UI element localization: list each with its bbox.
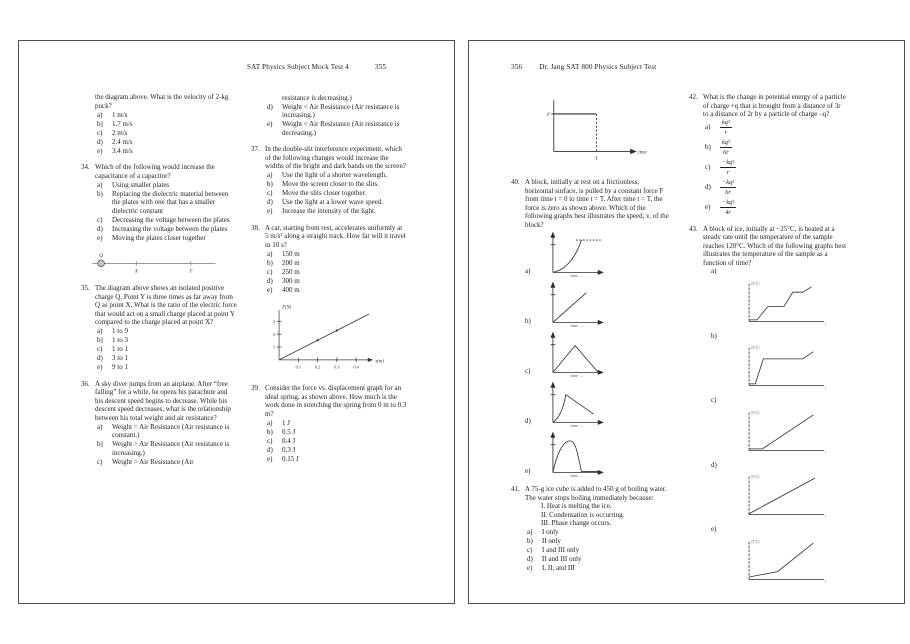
question [81, 284, 237, 327]
fraction-denominator: r [726, 168, 730, 176]
fraction-numerator: −kq² [722, 179, 735, 187]
answer-choice [97, 120, 237, 129]
page-356 [468, 40, 905, 604]
heating-curve-graph-c [731, 406, 835, 456]
choice-text: 250 m [282, 267, 300, 276]
graph-answer-choice [711, 332, 847, 392]
question-number: 43. [689, 224, 698, 233]
graph-answer-choice [711, 461, 847, 521]
answer-choice [267, 286, 407, 295]
choice-key: b) [267, 427, 273, 436]
question [689, 225, 847, 268]
graph-answer-choice [711, 396, 847, 456]
right-column [689, 93, 847, 593]
choice-text: Increase the intensity of the light. [282, 207, 376, 215]
choice-key: c) [97, 345, 103, 353]
choice-key: d) [711, 460, 717, 469]
speed-time-graph-a [540, 229, 612, 277]
question-block [81, 93, 237, 155]
answer-choice [97, 354, 237, 363]
svg-text:T(°C): T(°C) [750, 410, 760, 415]
svg-text:time →: time → [570, 423, 584, 427]
choice-key: c) [97, 215, 103, 224]
question-block [689, 225, 847, 585]
svg-text:Q: Q [99, 253, 104, 260]
heating-curve-graph-a [731, 277, 835, 327]
fraction-expression [720, 119, 732, 136]
answer-choice [97, 138, 237, 147]
choice-key: d) [97, 354, 103, 362]
fraction-denominator: 6r [725, 188, 731, 196]
choice-key: e) [711, 525, 717, 533]
svg-text:T(°C): T(°C) [750, 475, 760, 480]
header-title: Dr. Jang SAT 800 Physics Subject Test [539, 63, 657, 71]
choice-text: 3 to 1 [112, 354, 128, 362]
force-time-graph [535, 93, 663, 169]
graph-choice-figure [540, 279, 612, 327]
choice-key: a) [97, 110, 103, 119]
graph-choice-figure [731, 535, 847, 585]
answer-choice [97, 440, 237, 457]
answer-choice [527, 528, 669, 537]
header-title: SAT Physics Subject Mock Test 4 [247, 63, 349, 71]
choice-text: 0.3 J [282, 445, 296, 454]
answer-choice [705, 199, 847, 217]
answer-choice [527, 546, 669, 555]
question-block [81, 284, 237, 372]
answer-choice [97, 234, 237, 243]
svg-text:1: 1 [272, 344, 276, 350]
svg-text:Y: Y [189, 268, 193, 275]
question-text: A block of ice, initially at −25°C, is heated at a steady rate until the temperature of the sample reaches 120°C. Which of the following graphs best illustrates the temperature of the sample as a function of time? [703, 224, 847, 267]
answer-choice [97, 336, 237, 345]
heating-curve-graph-d [731, 470, 835, 520]
choice-text: 150 m [282, 249, 300, 258]
choice-key: a) [267, 418, 273, 427]
answer-choice [267, 455, 407, 464]
answer-choice [97, 458, 237, 467]
question-block [251, 224, 407, 295]
choice-text: 1 to 1 [112, 345, 128, 353]
answer-choice [97, 129, 237, 138]
svg-text:time: time [638, 150, 647, 156]
question-block [251, 145, 407, 216]
two-column-layout [81, 93, 407, 474]
question-block [251, 94, 407, 138]
answer-choice [97, 181, 237, 190]
answer-choice [267, 437, 407, 446]
svg-text:T: T [595, 156, 598, 163]
svg-text:F: F [546, 112, 551, 119]
question-text: In the double-slit interference experiment, which of the following changes would increase the widths of the bright and dark bands on the screen? [265, 145, 406, 170]
fraction-numerator: kq² [722, 119, 730, 127]
answer-choice [267, 428, 407, 437]
question-text: What is the change in potential energy of a particle of charge +q that is brought from a distance of 3r to a distance of 2r by a particle of charge –q? [703, 93, 846, 118]
choice-key: c) [97, 457, 103, 466]
svg-text:3: 3 [272, 318, 276, 324]
question [251, 224, 407, 250]
left-column [81, 93, 237, 474]
question [689, 93, 847, 119]
choice-text: Move the slits closer together. [282, 189, 367, 197]
choice-key: b) [97, 336, 103, 344]
svg-text:t: t [824, 320, 827, 325]
svg-text:0.2: 0.2 [314, 364, 321, 370]
choice-text: I, II, and III [542, 564, 575, 572]
graph-answer-choice [525, 379, 669, 427]
roman-list-item: III. Phase change occurs. [541, 519, 612, 527]
roman-list-item: II. Condensation is occurring. [541, 510, 625, 519]
choice-key: e) [267, 454, 273, 463]
answer-choice [267, 446, 407, 455]
question-number: 35. [81, 284, 90, 292]
right-column [251, 93, 407, 474]
svg-text:F(N): F(N) [282, 305, 292, 311]
graph-answer-choice [525, 279, 669, 327]
choice-text: 0.15 J [282, 454, 299, 463]
choice-key: a) [525, 266, 531, 275]
svg-text:0.3: 0.3 [334, 364, 340, 370]
choice-text: 0.4 J [282, 436, 296, 445]
answer-choice [267, 198, 407, 207]
svg-text:0.4: 0.4 [353, 364, 359, 370]
fraction-denominator: r [724, 128, 728, 136]
question-number: 38. [251, 223, 260, 232]
answer-choice [267, 207, 407, 216]
speed-time-graph-c [540, 329, 612, 377]
choice-text: 200 m [282, 258, 300, 267]
choice-text: Weight = Air Resistance (Air resistance is constant.) [112, 422, 230, 439]
choice-key: b) [97, 119, 103, 128]
svg-text:time →: time → [570, 373, 584, 377]
choice-text: 2.4 m/s [112, 137, 133, 146]
fraction-denominator: 6r [723, 148, 729, 156]
choice-key: c) [711, 396, 717, 404]
answer-choice [267, 189, 407, 198]
question [251, 384, 407, 418]
choice-key: d) [705, 183, 711, 192]
page-355 [18, 40, 455, 604]
question-continuation-text: the diagram above. What is the velocity of 2-kg puck? [95, 93, 229, 110]
choice-text: 400 m [282, 285, 300, 294]
graph-answer-choice [525, 429, 669, 477]
answer-choice [267, 419, 407, 428]
question-number: 41. [511, 485, 520, 493]
left-column [511, 93, 669, 593]
choice-key: c) [705, 163, 711, 172]
fraction-denominator: 4r [725, 208, 731, 216]
choice-text: 1.7 m/s [112, 119, 133, 128]
choice-text: Weight < Air Resistance (Air resistance is decreasing.) [282, 120, 400, 137]
choice-text: Weight > Air Resistance (Air [112, 457, 194, 466]
graph-choice-figure [731, 341, 847, 391]
choice-key: e) [97, 363, 103, 371]
choice-key: d) [97, 224, 103, 233]
choice-key: c) [267, 189, 273, 197]
answer-choice [97, 147, 237, 156]
figure-block [511, 93, 669, 169]
force_time-figure-wrap [535, 93, 669, 169]
figure-block [251, 302, 407, 376]
choice-key: a) [527, 528, 533, 536]
choice-key: e) [267, 120, 273, 128]
choice-text: Move the screen closer to the slits. [282, 180, 380, 188]
answer-choice [97, 327, 237, 336]
answer-choice [97, 345, 237, 354]
answer-choice [267, 268, 407, 277]
choice-key: d) [267, 276, 273, 285]
question [81, 380, 237, 423]
heating-curve-graph-b [731, 341, 835, 391]
page-number: 355 [374, 63, 387, 71]
choice-text: Decreasing the voltage between the plates [112, 215, 230, 224]
svg-text:t: t [824, 449, 827, 454]
choice-text: Moving the plates closer together [112, 233, 206, 242]
choice-text: 2 m/s [112, 128, 128, 137]
choice-key: d) [267, 102, 273, 111]
question-text: A car, starting from rest, accelerates uniformly at 5 m/s² along a straight track. How far will it travel in 10 s? [265, 223, 406, 249]
choice-key: a) [97, 422, 103, 431]
svg-text:x(m): x(m) [375, 359, 384, 365]
choice-key: d) [97, 137, 103, 146]
question-number: 39. [251, 384, 260, 392]
fraction-numerator: −kq² [722, 159, 735, 167]
roman-list-item: I. Heat is melting the ice. [541, 502, 612, 510]
speed-time-graph-b [540, 279, 612, 327]
choice-text: Replacing the dielectric material between the plates with one that has a smaller dielectric constant [112, 189, 229, 215]
choice-key: b) [267, 258, 273, 267]
graph-answer-choice [525, 329, 669, 377]
answer-choice [97, 423, 237, 440]
choice-key: e) [527, 564, 533, 572]
choice-text: resistance is decreasing.) [282, 93, 352, 102]
choice-key: e) [525, 466, 531, 475]
svg-text:t: t [824, 385, 827, 390]
answer-choice [97, 225, 237, 234]
svg-text:time →: time → [570, 473, 584, 477]
svg-text:t: t [824, 578, 827, 583]
answer-choice [705, 159, 847, 177]
charge-q-diagram [87, 250, 219, 275]
choice-text: Weight > Air Resistance (Air resistance is increasing.) [112, 440, 230, 457]
speed-time-graph-d [540, 379, 612, 427]
question-block [81, 163, 237, 242]
answer-choice [527, 537, 669, 546]
answer-choice [267, 250, 407, 259]
choice-key [267, 94, 282, 103]
answer-choice [97, 363, 237, 372]
choice-text: I and III only [542, 546, 580, 554]
page-header [247, 63, 386, 71]
question-block [251, 384, 407, 463]
choice-key: a) [267, 171, 273, 179]
choice-text: 1 to 3 [112, 336, 128, 344]
choice-key: e) [97, 146, 103, 155]
question-number: 34. [81, 163, 90, 171]
svg-text:2: 2 [272, 331, 276, 337]
two-column-layout [511, 93, 847, 593]
graph-choice-figure [731, 277, 847, 327]
answer-choice [267, 120, 407, 137]
question [81, 163, 237, 180]
svg-text:T(°C): T(°C) [750, 281, 760, 286]
answer-choice [97, 216, 237, 225]
answer-choice [705, 119, 847, 137]
question-number: 42. [689, 93, 698, 101]
svg-text:t: t [824, 514, 827, 519]
choice-key: b) [705, 143, 711, 152]
question [511, 485, 669, 502]
choice-key: c) [97, 128, 103, 137]
choice-key: d) [527, 555, 533, 563]
fraction-expression [720, 159, 736, 176]
choice-text: 3.4 m/s [112, 146, 133, 155]
graph-choice-figure [540, 329, 612, 377]
choice-key: c) [267, 267, 273, 276]
force-displacement-graph [255, 302, 393, 376]
choice-text: Weight < Air Resistance (Air resistance is increasing.) [282, 102, 400, 119]
choice-key: e) [267, 207, 273, 215]
choice-key: a) [705, 123, 711, 132]
choice-key: a) [97, 180, 103, 189]
choice-text: 300 m [282, 276, 300, 285]
choice-key: b) [711, 331, 717, 340]
answer-choice [267, 259, 407, 268]
answer-choice [527, 564, 669, 573]
charge_line-figure-wrap [87, 250, 237, 275]
question-text: A sky diver jumps from an airplane. After “free falling” for a while, he opens his parachute and his descent speed begins to decrease. While his descent speed decreases, what is the relationship between his total weight and air resistance? [95, 379, 231, 422]
figure-block [81, 250, 237, 275]
graph-choice-figure [731, 470, 847, 520]
answer-choice [705, 179, 847, 197]
answer-choice [97, 190, 237, 216]
choice-key: e) [705, 203, 711, 212]
answer-choice [705, 139, 847, 157]
question-block [81, 380, 237, 467]
question-number: 37. [251, 145, 260, 153]
choice-key: d) [267, 445, 273, 454]
graph-answer-choice [525, 229, 669, 277]
choice-key: b) [97, 440, 103, 448]
question-text: Which of the following would increase the capacitance of a capacitor? [95, 163, 215, 180]
choice-key: c) [267, 436, 273, 445]
question-block [511, 178, 669, 477]
choice-text: II only [542, 537, 561, 545]
choice-key: c) [525, 366, 531, 375]
choice-key: b) [525, 316, 531, 325]
svg-text:time →: time → [570, 323, 584, 327]
choice-text: Using smaller plates [112, 180, 170, 189]
choice-key: a) [711, 267, 717, 275]
svg-text:time →: time → [570, 273, 584, 277]
answer-choice [267, 180, 407, 189]
page-number: 356 [511, 63, 523, 71]
graph-choice-figure [540, 229, 612, 277]
svg-text:0.1: 0.1 [295, 364, 302, 370]
speed-time-graph-e [540, 429, 612, 477]
question-number: 36. [81, 379, 90, 388]
choice-text: 1 J [282, 418, 290, 427]
choice-text: Increasing the voltage between the plates [112, 224, 228, 233]
answer-choice [267, 103, 407, 120]
choice-key: b) [267, 180, 273, 188]
fraction-numerator: −kq² [722, 199, 735, 207]
question [511, 178, 669, 229]
choice-key: a) [97, 327, 103, 335]
choice-key: b) [97, 189, 103, 198]
answer-choice [267, 94, 407, 103]
fraction-numerator: kq² [722, 139, 730, 147]
question-number: 40. [511, 178, 520, 186]
question-block [689, 93, 847, 217]
graph-answer-choice [711, 267, 847, 327]
choice-text: 9 to 1 [112, 363, 128, 371]
question-text: The diagram above shows an isolated positive charge Q. Point Y is three times as far away from Q as point X. What is the ratio of the electric force that would act on a small charge placed at point Y compared to the charge placed at point X? [95, 284, 237, 326]
choice-text: 0.5 J [282, 427, 296, 436]
answer-choice [97, 111, 237, 120]
choice-key: e) [267, 285, 273, 294]
fraction-expression [720, 199, 736, 216]
page-header [511, 63, 656, 71]
question-text: A 75-g ice cube is added to 450 g of boiling water. The water stops boiling immediately because: [525, 485, 667, 502]
answer-choice [267, 277, 407, 286]
spring-figure-wrap [255, 302, 407, 376]
choice-text: Use the light of a shorter wavelength. [282, 171, 388, 179]
graph-choice-figure [540, 379, 612, 427]
svg-text:T(°C): T(°C) [750, 346, 760, 351]
svg-text:T(°C): T(°C) [750, 539, 760, 544]
graph-choice-figure [540, 429, 612, 477]
answer-choice [527, 555, 669, 564]
question-text: A block, initially at rest on a frictionless, horizontal surface, is pulled by a constant force F from time t = 0 to time t = T. After time t = T, the force is zero as shown above. Which of the following graphs best illustrates the speed, v, of the block? [525, 178, 669, 229]
heating-curve-graph-e [731, 535, 835, 585]
fraction-expression [720, 179, 736, 196]
graph-answer-choice [711, 525, 847, 585]
fraction-expression [720, 139, 732, 156]
question-block [511, 485, 669, 573]
choice-key: d) [525, 416, 531, 425]
answer-choice [267, 171, 407, 180]
choice-text: Use the light at a lower wave speed. [282, 198, 384, 206]
graph-choice-figure [731, 406, 847, 456]
choice-text: 1 m/s [112, 110, 128, 119]
choice-key: d) [267, 198, 273, 206]
choice-text: I only [542, 528, 559, 536]
question [251, 145, 407, 171]
svg-text:X: X [134, 268, 138, 275]
choice-key: c) [527, 546, 533, 554]
choice-key: b) [527, 537, 533, 545]
choice-text: II and III only [542, 555, 582, 563]
choice-key: a) [267, 249, 273, 258]
question-text: Consider the force vs. displacement graph for an ideal spring, as shown above. How much is the work done in stretching the spring from 0 m to 0.3 m? [265, 384, 407, 418]
choice-text: 1 to 9 [112, 327, 128, 335]
choice-key: e) [97, 233, 103, 242]
